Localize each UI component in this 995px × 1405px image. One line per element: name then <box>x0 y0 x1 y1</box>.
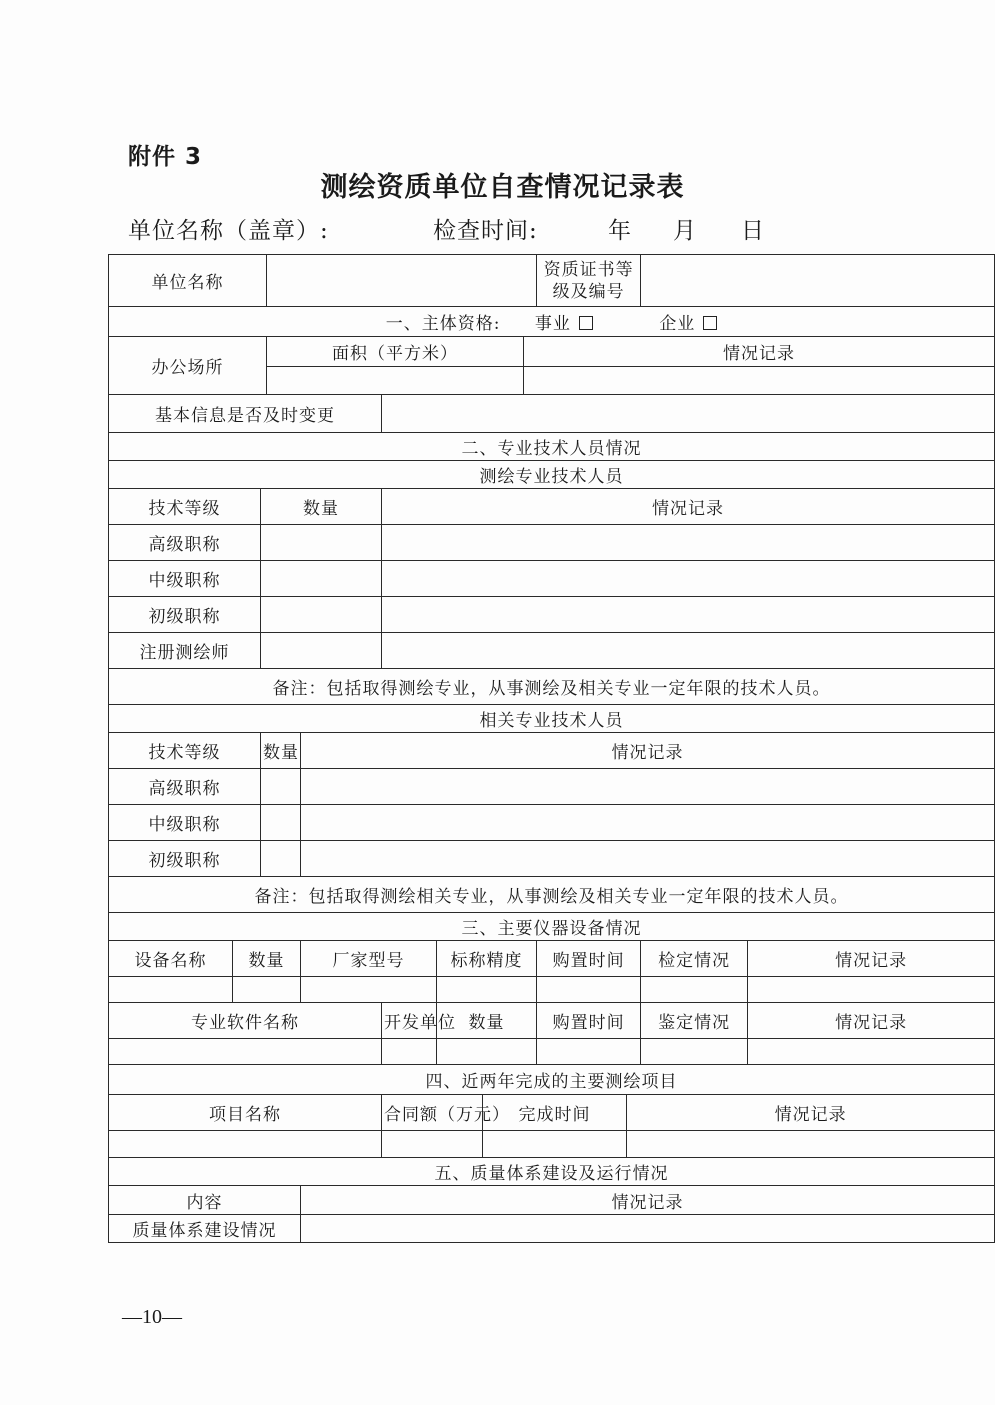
level-senior: 高级职称 <box>109 525 261 561</box>
table-row <box>109 733 995 769</box>
table-row <box>109 337 995 367</box>
table-row <box>109 877 995 913</box>
office-label: 办公场所 <box>109 337 267 395</box>
eq-col-calibration: 检定情况 <box>641 941 748 977</box>
unit-name-value[interactable] <box>267 255 537 307</box>
count-cell[interactable] <box>261 769 301 805</box>
proj-col-record: 情况记录 <box>627 1095 995 1131</box>
proj-col-name: 项目名称 <box>109 1095 382 1131</box>
unit-name-label: 单位名称（盖章）: <box>128 218 329 244</box>
count-cell[interactable] <box>261 633 382 669</box>
sw-cell[interactable] <box>109 1039 382 1065</box>
table-row <box>109 1186 995 1215</box>
option-enterprise: 企业 <box>659 314 696 334</box>
sw-cell[interactable] <box>748 1039 995 1065</box>
table-row <box>109 1131 995 1158</box>
eq-col-name: 设备名称 <box>109 941 233 977</box>
office-record-value[interactable] <box>524 367 995 395</box>
col-record: 情况记录 <box>301 733 995 769</box>
proj-col-time: 完成时间 <box>483 1095 627 1131</box>
table-row <box>109 633 995 669</box>
table-row <box>109 525 995 561</box>
eq-col-precision: 标称精度 <box>437 941 537 977</box>
level-registered: 注册测绘师 <box>109 633 261 669</box>
day-label: 日 <box>741 218 765 244</box>
eq-col-count: 数量 <box>233 941 301 977</box>
eq-cell[interactable] <box>109 977 233 1003</box>
record-cell[interactable] <box>301 805 995 841</box>
record-cell[interactable] <box>301 769 995 805</box>
basic-info-value[interactable] <box>382 395 995 433</box>
eq-cell[interactable] <box>301 977 437 1003</box>
record-cell[interactable] <box>382 525 995 561</box>
table-row <box>109 913 995 941</box>
sw-col-count: 数量 <box>437 1003 537 1039</box>
record-cell[interactable] <box>382 633 995 669</box>
checkbox-enterprise[interactable] <box>703 316 717 330</box>
col-level: 技术等级 <box>109 489 261 525</box>
sw-col-developer: 开发单位 <box>382 1003 437 1039</box>
table-row <box>109 433 995 461</box>
count-cell[interactable] <box>261 561 382 597</box>
table-row <box>109 705 995 733</box>
qa-col-record: 情况记录 <box>301 1186 995 1215</box>
level-senior: 高级职称 <box>109 769 261 805</box>
option-public: 事业 <box>534 314 571 334</box>
area-header: 面积（平方米） <box>267 337 524 367</box>
attachment-label: 附件 3 <box>128 144 203 170</box>
note-related: 备注：包括取得测绘相关专业，从事测绘及相关专业一定年限的技术人员。 <box>109 877 995 913</box>
table-row <box>109 1039 995 1065</box>
eq-col-model: 厂家型号 <box>301 941 437 977</box>
surveying-staff-subtitle: 测绘专业技术人员 <box>109 461 995 489</box>
table-row <box>109 255 995 307</box>
area-value[interactable] <box>267 367 524 395</box>
table-row <box>109 307 995 337</box>
qa-row-construction: 质量体系建设情况 <box>109 1215 301 1243</box>
level-junior: 初级职称 <box>109 841 261 877</box>
table-row <box>109 805 995 841</box>
qa-record-cell[interactable] <box>301 1215 995 1243</box>
eq-cell[interactable] <box>641 977 748 1003</box>
proj-cell[interactable] <box>382 1131 483 1158</box>
note-surveying: 备注：包括取得测绘专业，从事测绘及相关专业一定年限的技术人员。 <box>109 669 995 705</box>
table-row <box>109 561 995 597</box>
document-title: 测绘资质单位自查情况记录表 <box>320 172 685 203</box>
level-intermediate: 中级职称 <box>109 561 261 597</box>
table-row <box>109 941 995 977</box>
count-cell[interactable] <box>261 525 382 561</box>
table-row <box>109 461 995 489</box>
sw-col-name: 专业软件名称 <box>109 1003 382 1039</box>
table-row <box>109 669 995 705</box>
sw-col-appraisal: 鉴定情况 <box>641 1003 748 1039</box>
sw-cell[interactable] <box>437 1039 537 1065</box>
col-count: 数量 <box>261 489 382 525</box>
table-row <box>109 1003 995 1039</box>
unit-name-cell: 单位名称 <box>109 255 267 307</box>
proj-col-amount: 合同额（万元） <box>382 1095 483 1131</box>
eq-col-purchase: 购置时间 <box>537 941 641 977</box>
eq-cell[interactable] <box>537 977 641 1003</box>
col-record: 情况记录 <box>382 489 995 525</box>
check-time-label: 检查时间: <box>433 218 538 244</box>
proj-cell[interactable] <box>627 1131 995 1158</box>
section4-title: 四、近两年完成的主要测绘项目 <box>109 1065 995 1095</box>
section1-title: 一、主体资格: <box>385 314 501 334</box>
record-cell[interactable] <box>382 561 995 597</box>
eq-col-record: 情况记录 <box>748 941 995 977</box>
qa-col-content: 内容 <box>109 1186 301 1215</box>
cert-label-cell: 资质证书等级及编号 <box>537 255 641 307</box>
record-cell[interactable] <box>382 597 995 633</box>
related-staff-subtitle: 相关专业技术人员 <box>109 705 995 733</box>
section1-header <box>109 307 995 337</box>
sw-cell[interactable] <box>382 1039 437 1065</box>
sw-col-purchase: 购置时间 <box>537 1003 641 1039</box>
table-row <box>109 395 995 433</box>
year-label: 年 <box>608 218 632 244</box>
col-count: 数量 <box>261 733 301 769</box>
page-number: —10— <box>122 1306 182 1328</box>
level-intermediate: 中级职称 <box>109 805 261 841</box>
table-row <box>109 1215 995 1243</box>
table-row <box>109 769 995 805</box>
cert-value[interactable] <box>641 255 995 307</box>
office-record-header: 情况记录 <box>524 337 995 367</box>
checkbox-public[interactable] <box>579 316 593 330</box>
table-row <box>109 489 995 525</box>
sw-cell[interactable] <box>641 1039 748 1065</box>
record-cell[interactable] <box>301 841 995 877</box>
col-level: 技术等级 <box>109 733 261 769</box>
proj-cell[interactable] <box>109 1131 382 1158</box>
table-row <box>109 977 995 1003</box>
count-cell[interactable] <box>261 597 382 633</box>
table-row <box>109 1095 995 1131</box>
table-row <box>109 1158 995 1186</box>
level-junior: 初级职称 <box>109 597 261 633</box>
eq-cell[interactable] <box>437 977 537 1003</box>
count-cell[interactable] <box>261 805 301 841</box>
section5-title: 五、质量体系建设及运行情况 <box>109 1158 995 1186</box>
section3-title: 三、主要仪器设备情况 <box>109 913 995 941</box>
table-row <box>109 1065 995 1095</box>
basic-info-label: 基本信息是否及时变更 <box>109 395 382 433</box>
proj-cell[interactable] <box>483 1131 627 1158</box>
table-row <box>109 841 995 877</box>
sw-cell[interactable] <box>537 1039 641 1065</box>
month-label: 月 <box>673 218 697 244</box>
table-row <box>109 597 995 633</box>
eq-cell[interactable] <box>748 977 995 1003</box>
count-cell[interactable] <box>261 841 301 877</box>
self-check-table <box>108 254 995 1243</box>
sw-col-record: 情况记录 <box>748 1003 995 1039</box>
section2-title: 二、专业技术人员情况 <box>109 433 995 461</box>
eq-cell[interactable] <box>233 977 301 1003</box>
